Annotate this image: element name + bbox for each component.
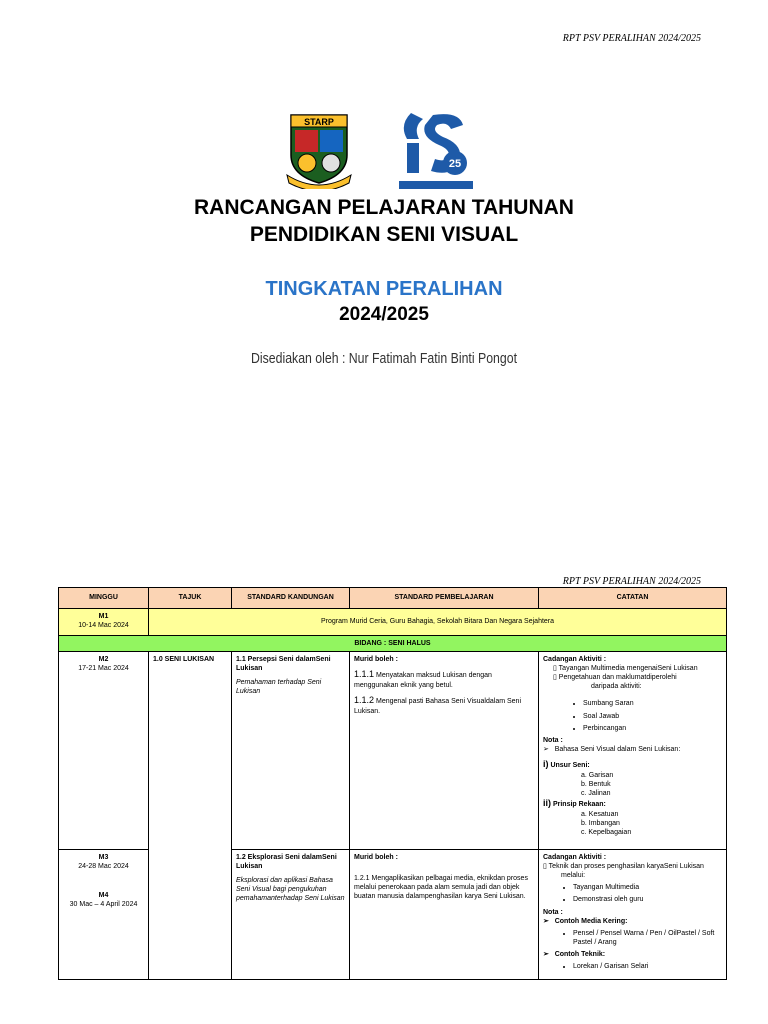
sk-desc: Pemahaman terhadap Seni Lukisan [236,679,322,696]
week-date: 30 Mac – 4 April 2024 [69,901,138,909]
catatan-label: Cadangan Aktiviti : [543,656,607,664]
teknik-label: Contoh Teknik: [554,950,606,958]
title-line-2: PENDIDIKAN SENI VISUAL [249,223,519,246]
media-label: Contoh Media Kering: [554,917,628,925]
sk-desc: Eksplorasi dan aplikasi Bahasa Seni Visual bagi pengukuhan pemahamanterhadap Seni Lukisan [236,877,345,903]
col-header-tajuk: TAJUK [149,588,232,609]
catatan-label: Cadangan Aktiviti : [543,854,607,862]
nota-label: Nota : [543,736,563,744]
week-cell [59,609,149,636]
program-cell: Program Murid Ceria, Guru Bahagia, Sekolah Bitara Dan Negara Sejahtera [149,609,727,636]
sp-text: 1.2.1 Mengaplikasikan pelbagai media, eknikdan proses melalui penerokaan pada alam semula jadi dan objek buatan manusia dalampenghasilan karya Seni Lukisan. [354,875,528,901]
nota-label: Nota : [543,908,563,916]
catatan-cell: Cadangan Aktiviti : ▯ Tayangan Multimedia mengenaiSeni Lukisan ▯ Pengetahuan dan maklumatdiperolehi daripada aktiviti: • Sumbang Saran • Soal Jawab • Perbincangan Nota : ➢ Bahasa Seni Visual dalam Seni Lukisan: i) Unsur Seni: a. Garisan b. Bentuk c. Jalinan ii) Prinsip Rekaan: a. Kesatuan b. Imbangan c. Kepelbagaian [539,652,727,850]
roman-numeral: ii) [543,797,551,808]
week-label: M3 [98,854,109,862]
sp-cell [350,652,539,850]
table-page-header: RPT PSV PERALIHAN 2024/2025 [562,576,701,587]
week-date: 10-14 Mac 2024 [78,622,129,630]
prepared-label: Disediakan oleh : [251,350,346,367]
list-item: a. Garisan [581,771,614,779]
table-row-bidang [59,636,727,652]
list-item: • Sumbang Saran [583,699,722,708]
col-header-catatan: CATATAN [539,588,727,609]
list-item: • Perbincangan [583,724,722,733]
sp-number: 1.1.1 [354,669,375,680]
school-crest-logo [285,105,353,189]
list-item: • Pensel / Pensel Warna / Pen / OilPastel / Soft Pastel / Arang [573,929,722,947]
year-title: 2024/2025 [339,304,429,325]
sp-number: 1.1.2 [354,694,375,705]
level-title: TINGKATAN PERALIHAN [265,278,503,300]
svg-text:25: 25 [448,158,462,170]
week-label: M4 [98,892,109,900]
week-label: M2 [98,656,109,664]
table-row-m2 [59,652,727,850]
list-item: b. Imbangan [581,819,620,827]
bidang-cell: BIDANG : SENI HALUS [59,636,727,652]
catatan-item: melalui: [561,872,586,880]
sk-cell [232,850,350,980]
catatan-item: daripada aktiviti: [591,683,642,691]
prepared-by [69,350,699,367]
catatan-item: Tayangan Multimedia mengenaiSeni Lukisan [558,665,698,673]
page-header: RPT PSV PERALIHAN 2024/2025 [562,33,701,44]
unsur-label: Unsur Seni: [550,761,590,769]
sp-cell [350,850,539,980]
prinsip-label: Prinsip Rekaan: [552,800,606,808]
col-header-standard-kandungan: STANDARD KANDUNGAN [232,588,350,609]
sp-text: Menyatakan maksud Lukisan dengan menggunakan eknik yang betul. [354,672,492,689]
week-cell [59,850,149,980]
list-item: b. Bentuk [581,780,611,788]
prepared-name: Nur Fatimah Fatin Binti Pongot [348,350,517,367]
rpt-table [58,587,727,980]
list-item: • Demonstrasi oleh guru [573,895,722,904]
list-item: • Lorekan / Garisan Selari [573,962,722,971]
nota-text: Bahasa Seni Visual dalam Seni Lukisan: [554,745,681,753]
week-date: 24-28 Mac 2024 [78,863,129,871]
catatan-item: Pengetahuan dan maklumatdiperolehi [558,674,677,682]
sk-cell [232,652,350,850]
tajuk-text: 1.0 SENI LUKISAN [153,656,215,664]
list-item: c. Jalinan [581,789,611,797]
table-header-row [59,588,727,609]
list-item: c. Kepelbagaian [581,828,632,836]
catatan-item: Teknik dan proses penghasilan karyaSeni Lukisan [548,863,704,871]
week-label: M1 [98,613,109,620]
sk-title: 1.1 Persepsi Seni dalamSeni Lukisan [236,656,331,673]
sp-label: Murid boleh : [354,656,398,664]
svg-text:STARP: STARP [304,117,334,127]
week-date: 17-21 Mac 2024 [78,665,129,673]
tajuk-cell [149,652,232,980]
catatan-cell: Cadangan Aktiviti : ▯ Teknik dan proses penghasilan karyaSeni Lukisan melalui: • Tayangan Multimedia • Demonstrasi oleh guru Nota : ➢ Contoh Media Kering: • Pensel / Pensel Warna / Pen / OilPastel / Soft Pastel / Arang ➢ Contoh Teknik: • Lorekan / Garisan Selari [539,850,727,980]
sekolah-25-logo [393,105,479,191]
table-row-m1 [59,609,727,636]
list-item: • Tayangan Multimedia [573,883,722,892]
sp-label: Murid boleh : [354,854,398,862]
roman-numeral: i) [543,758,549,769]
sp-text: Mengenal pasti Bahasa Seni Visualdalam Seni Lukisan. [354,697,522,715]
col-header-minggu: MINGGU [59,588,149,609]
title-line-1: RANCANGAN PELAJARAN TAHUNAN [194,196,574,219]
sk-title: 1.2 Eksplorasi Seni dalamSeni Lukisan [236,854,337,871]
list-item: • Soal Jawab [583,712,722,721]
col-header-standard-pembelajaran: STANDARD PEMBELAJARAN [350,588,539,609]
week-cell [59,652,149,850]
list-item: a. Kesatuan [581,810,619,818]
